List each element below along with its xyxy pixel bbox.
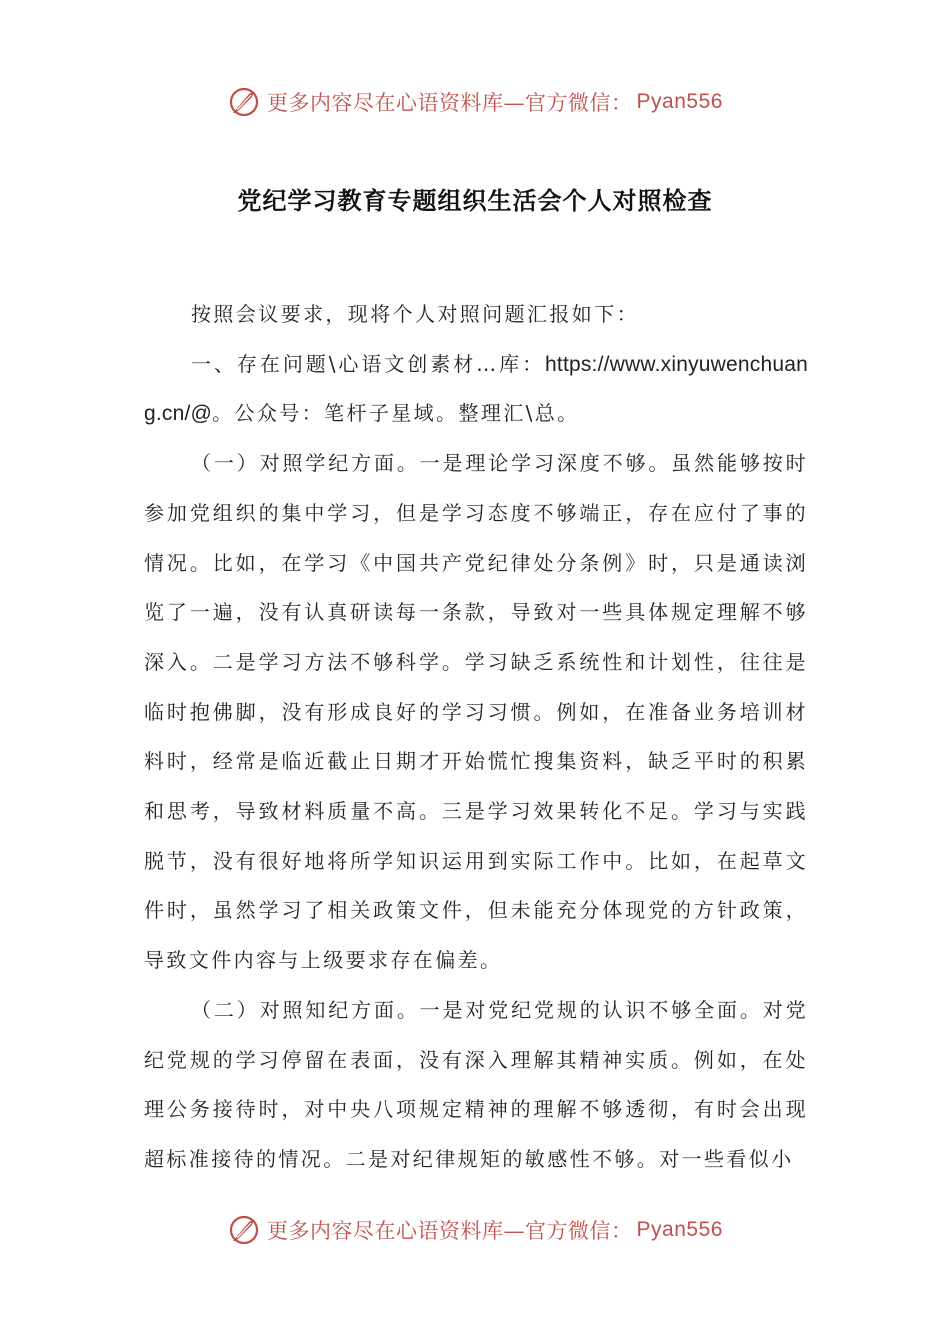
intro-paragraph: 按照会议要求，现将个人对照问题汇报如下： <box>191 302 639 326</box>
document-body <box>144 290 808 1185</box>
source-url-link[interactable]: https://www.xinyuwenchuang.cn/@ <box>144 352 808 426</box>
paragraph-study-discipline: （一）对照学纪方面。一是理论学习深度不够。虽然能够按时参加党组织的集中学习，但是学习态度不够端正，存在应付了事的情况。比如，在学习《中国共产党纪律处分条例》时，只是通读浏览了一遍，没有认真研读每一条款，导致对一些具体规定理解不够深入。二是学习方法不够科学。学习缺乏系统性和计划性，往往是临时抱佛脚，没有形成良好的学习习惯。例如，在准备业务培训材料时，经常是临近截止日期才开始慌忙搜集资料，缺乏平时的积累和思考，导致材料质量不高。三是学习效果转化不足。学习与实践脱节，没有很好地将所学知识运用到实际工作中。比如，在起草文件时，虽然学习了相关政策文件，但未能充分体现党的方针政策，导致文件内容与上级要求存在偏差。 <box>144 451 808 973</box>
document-title: 党纪学习教育专题组织生活会个人对照检查 <box>237 186 713 215</box>
section1-suffix: 。公众号：笔杆子星域。整理汇\总。 <box>212 401 580 426</box>
footer-watermark-banner <box>0 1210 950 1250</box>
banner-text: 更多内容尽在心语资料库—官方微信： <box>267 91 633 115</box>
section1-prefix: 一、存在问题\心语文创素材…库： <box>191 351 546 376</box>
paragraph-know-discipline: （二）对照知纪方面。一是对党纪党规的认识不够全面。对党纪党规的学习停留在表面，没有深入理解其精神实质。例如，在处理公务接待时，对中央八项规定精神的理解不够透彻，有时会出现超标准接待的情况。二是对纪律规矩的敏感性不够。对一些看似小 <box>144 997 808 1171</box>
quill-logo-icon <box>227 85 261 119</box>
section-heading-1 <box>144 340 808 439</box>
banner-wechat-id: Pyan556 <box>636 1218 723 1241</box>
header-watermark-banner <box>0 82 950 122</box>
banner-text: 更多内容尽在心语资料库—官方微信： <box>267 1219 633 1243</box>
banner-wechat-id: Pyan556 <box>636 90 723 113</box>
quill-logo-icon <box>227 1213 261 1247</box>
